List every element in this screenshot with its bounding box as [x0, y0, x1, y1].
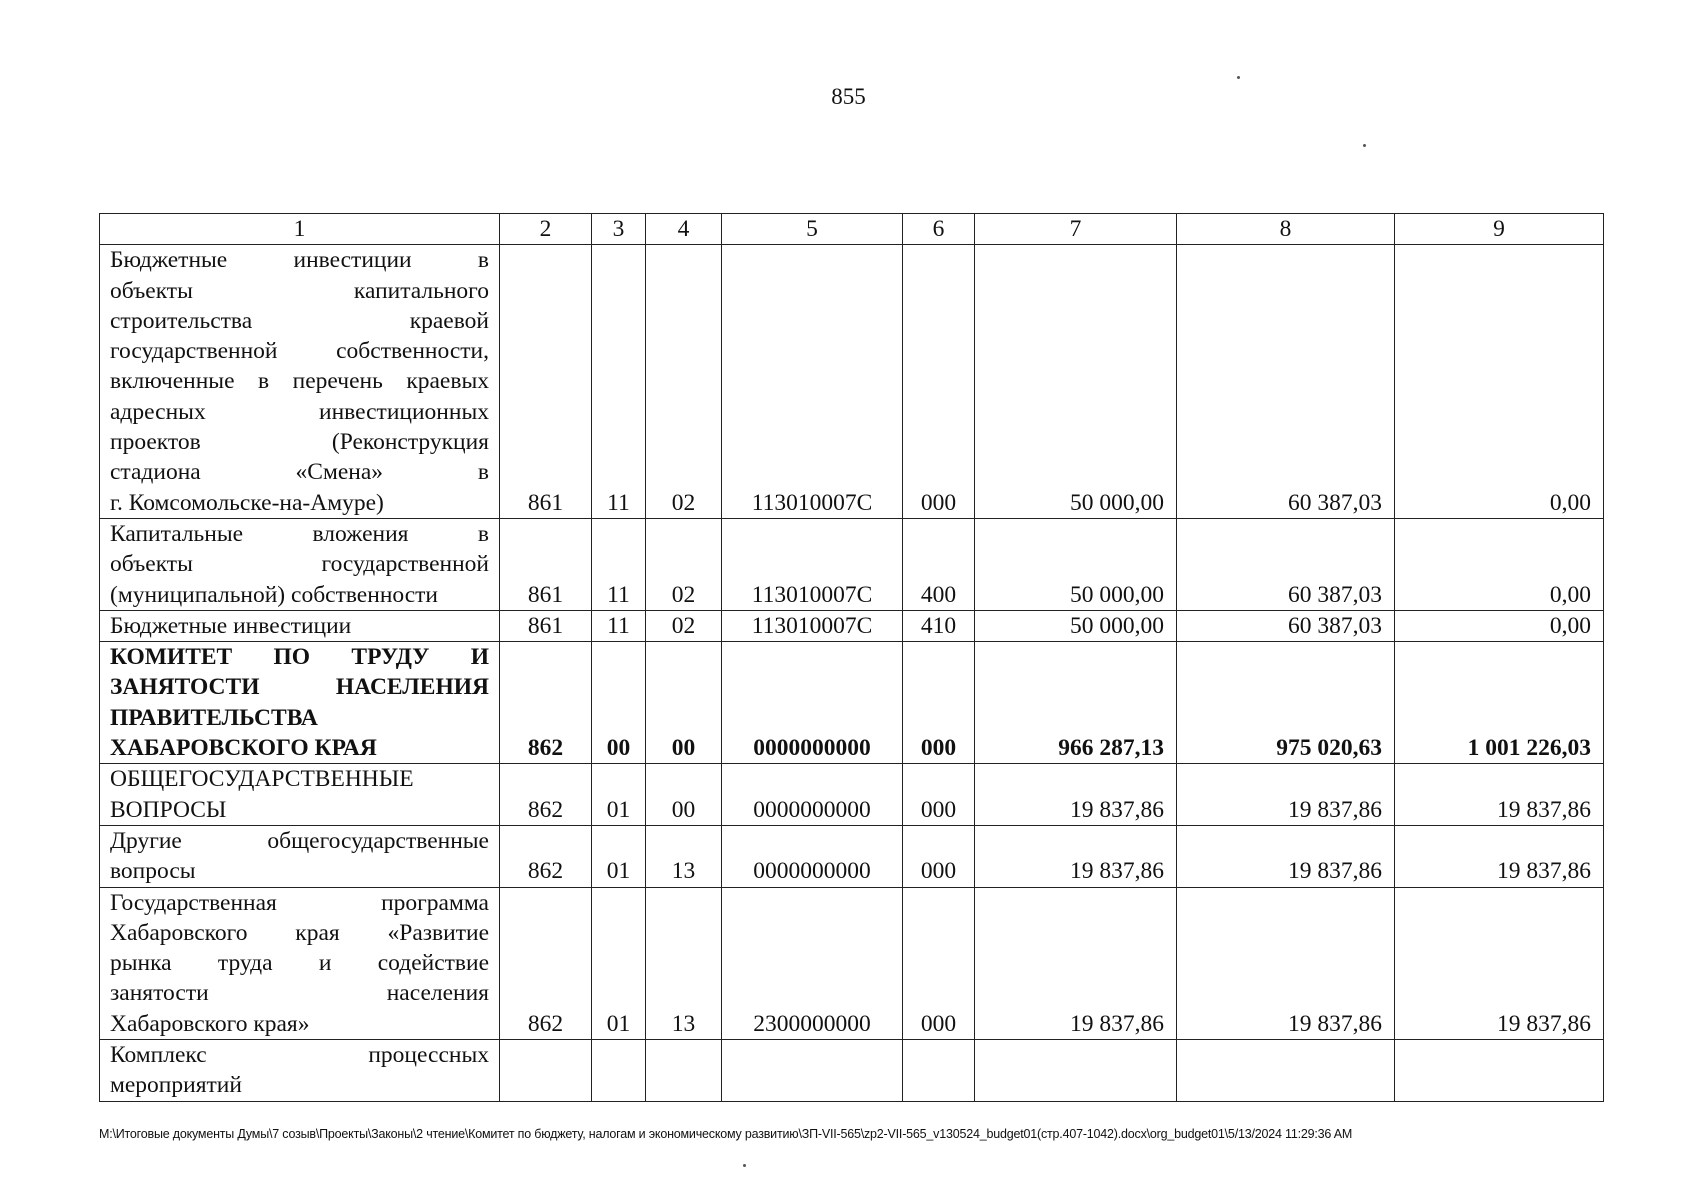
cell-col-2: 862 — [500, 764, 592, 826]
cell-col-7: 19 837,86 — [975, 764, 1177, 826]
row-name-line: включенные в перечень краевых — [110, 368, 489, 395]
cell-col-8: 975 020,63 — [1177, 642, 1395, 764]
cell-col-9 — [1395, 1040, 1604, 1102]
cell-col-9: 19 837,86 — [1395, 825, 1604, 887]
header-cell: 9 — [1395, 214, 1604, 245]
cell-col-7: 19 837,86 — [975, 825, 1177, 887]
row-name-line: (муниципальной) собственности — [110, 581, 439, 608]
row-name-line: ВОПРОСЫ — [110, 796, 227, 823]
row-name-line: адресных инвестиционных — [110, 398, 489, 425]
header-cell: 7 — [975, 214, 1177, 245]
scan-speck — [1237, 76, 1240, 79]
cell-col-3: 01 — [592, 764, 646, 826]
table-row — [100, 518, 1604, 610]
row-name-line: объекты государственной — [110, 551, 489, 578]
cell-col-3: 00 — [592, 642, 646, 764]
cell-col-4: 00 — [646, 764, 722, 826]
cell-col-8: 60 387,03 — [1177, 610, 1395, 641]
cell-col-6: 410 — [903, 610, 975, 641]
cell-col-9: 19 837,86 — [1395, 764, 1604, 826]
scan-speck — [743, 1164, 746, 1167]
cell-col-4: 02 — [646, 518, 722, 610]
cell-col-5: 0000000000 — [722, 825, 903, 887]
row-name-line: Хабаровского края «Развитие — [110, 919, 489, 946]
cell-col-7: 50 000,00 — [975, 518, 1177, 610]
row-name-line: государственной собственности, — [110, 338, 489, 365]
row-name-cell — [100, 610, 500, 641]
row-name-line: проектов (Реконструкция — [110, 429, 489, 456]
row-name-line: г. Комсомольске-на-Амуре) — [110, 489, 384, 516]
row-name-line: Комплекс процессных — [110, 1042, 489, 1069]
cell-col-8: 19 837,86 — [1177, 825, 1395, 887]
row-name-line: Бюджетные инвестиции в — [110, 247, 489, 274]
cell-col-8: 60 387,03 — [1177, 518, 1395, 610]
row-name-line: Хабаровского края» — [110, 1010, 310, 1037]
header-cell: 4 — [646, 214, 722, 245]
row-name-cell — [100, 887, 500, 1039]
table-row — [100, 245, 1604, 519]
row-name-line: строительства краевой — [110, 307, 489, 334]
cell-col-6: 000 — [903, 887, 975, 1039]
row-name-cell — [100, 642, 500, 764]
row-name-cell — [100, 518, 500, 610]
cell-col-5 — [722, 1040, 903, 1102]
cell-col-4: 00 — [646, 642, 722, 764]
table-row — [100, 764, 1604, 826]
cell-col-3: 01 — [592, 825, 646, 887]
cell-col-8: 19 837,86 — [1177, 887, 1395, 1039]
cell-col-2: 861 — [500, 610, 592, 641]
scan-speck — [1363, 144, 1366, 147]
cell-col-5: 113010007С — [722, 610, 903, 641]
row-name-line: занятости населения — [110, 980, 489, 1007]
cell-col-7: 50 000,00 — [975, 610, 1177, 641]
cell-col-9: 0,00 — [1395, 610, 1604, 641]
row-name-line: ХАБАРОВСКОГО КРАЯ — [110, 735, 377, 762]
cell-col-4 — [646, 1040, 722, 1102]
row-name-line: рынка труда и содействие — [110, 950, 489, 977]
cell-col-8: 60 387,03 — [1177, 245, 1395, 519]
row-name-line: Другие общегосударственные — [110, 827, 489, 854]
cell-col-7: 966 287,13 — [975, 642, 1177, 764]
cell-col-6: 000 — [903, 764, 975, 826]
cell-col-6: 000 — [903, 245, 975, 519]
header-cell: 3 — [592, 214, 646, 245]
row-name-line: Государственная программа — [110, 889, 489, 916]
table-row — [100, 825, 1604, 887]
row-name-line: объекты капитального — [110, 277, 489, 304]
row-name-line: Бюджетные инвестиции — [110, 612, 352, 639]
cell-col-3: 11 — [592, 518, 646, 610]
cell-col-3: 11 — [592, 245, 646, 519]
row-name-line: мероприятий — [110, 1072, 242, 1099]
budget-table — [99, 213, 1604, 1102]
row-name-cell — [100, 764, 500, 826]
cell-col-7 — [975, 1040, 1177, 1102]
row-name-line: ОБЩЕГОСУДАРСТВЕННЫЕ — [110, 766, 414, 793]
row-name-cell — [100, 1040, 500, 1102]
header-cell: 1 — [100, 214, 500, 245]
header-cell: 2 — [500, 214, 592, 245]
cell-col-7: 50 000,00 — [975, 245, 1177, 519]
cell-col-5: 2300000000 — [722, 887, 903, 1039]
header-cell: 5 — [722, 214, 903, 245]
table-header-row — [100, 214, 1604, 245]
cell-col-3: 11 — [592, 610, 646, 641]
row-name-cell — [100, 245, 500, 519]
table-row — [100, 887, 1604, 1039]
table-row — [100, 642, 1604, 764]
cell-col-4: 02 — [646, 610, 722, 641]
cell-col-9: 1 001 226,03 — [1395, 642, 1604, 764]
row-name-cell — [100, 825, 500, 887]
cell-col-2: 861 — [500, 245, 592, 519]
row-name-line: стадиона «Смена» в — [110, 459, 489, 486]
cell-col-3 — [592, 1040, 646, 1102]
cell-col-5: 113010007С — [722, 518, 903, 610]
row-name-line: КОМИТЕТ ПО ТРУДУ И — [110, 644, 489, 671]
page-number: 855 — [831, 84, 866, 109]
row-name-line: ПРАВИТЕЛЬСТВА — [110, 704, 318, 731]
cell-col-9: 0,00 — [1395, 245, 1604, 519]
cell-col-9: 19 837,86 — [1395, 887, 1604, 1039]
cell-col-2: 862 — [500, 642, 592, 764]
table-row — [100, 1040, 1604, 1102]
cell-col-3: 01 — [592, 887, 646, 1039]
cell-col-5: 0000000000 — [722, 764, 903, 826]
row-name-line: ЗАНЯТОСТИ НАСЕЛЕНИЯ — [110, 674, 489, 701]
cell-col-6: 000 — [903, 642, 975, 764]
cell-col-6: 400 — [903, 518, 975, 610]
cell-col-6 — [903, 1040, 975, 1102]
cell-col-6: 000 — [903, 825, 975, 887]
cell-col-9: 0,00 — [1395, 518, 1604, 610]
cell-col-7: 19 837,86 — [975, 887, 1177, 1039]
header-cell: 6 — [903, 214, 975, 245]
cell-col-2: 862 — [500, 825, 592, 887]
header-cell: 8 — [1177, 214, 1395, 245]
cell-col-8 — [1177, 1040, 1395, 1102]
cell-col-4: 02 — [646, 245, 722, 519]
cell-col-4: 13 — [646, 887, 722, 1039]
row-name-line: Капитальные вложения в — [110, 520, 489, 547]
cell-col-8: 19 837,86 — [1177, 764, 1395, 826]
cell-col-2 — [500, 1040, 592, 1102]
cell-col-2: 862 — [500, 887, 592, 1039]
cell-col-5: 113010007С — [722, 245, 903, 519]
row-name-line: вопросы — [110, 858, 196, 885]
cell-col-4: 13 — [646, 825, 722, 887]
cell-col-2: 861 — [500, 518, 592, 610]
document-path-footer: M:\Итоговые документы Думы\7 созыв\Проекты\Законы\2 чтение\Комитет по бюджету, налогам и экономическому развитию\ЗП-VII-565\zp2-VII-565_v130524_budget01(стр.407-1042).docx\org_budget01\5/13/2024 11:29:36 AM — [99, 1127, 1353, 1141]
table-row — [100, 610, 1604, 641]
cell-col-5: 0000000000 — [722, 642, 903, 764]
